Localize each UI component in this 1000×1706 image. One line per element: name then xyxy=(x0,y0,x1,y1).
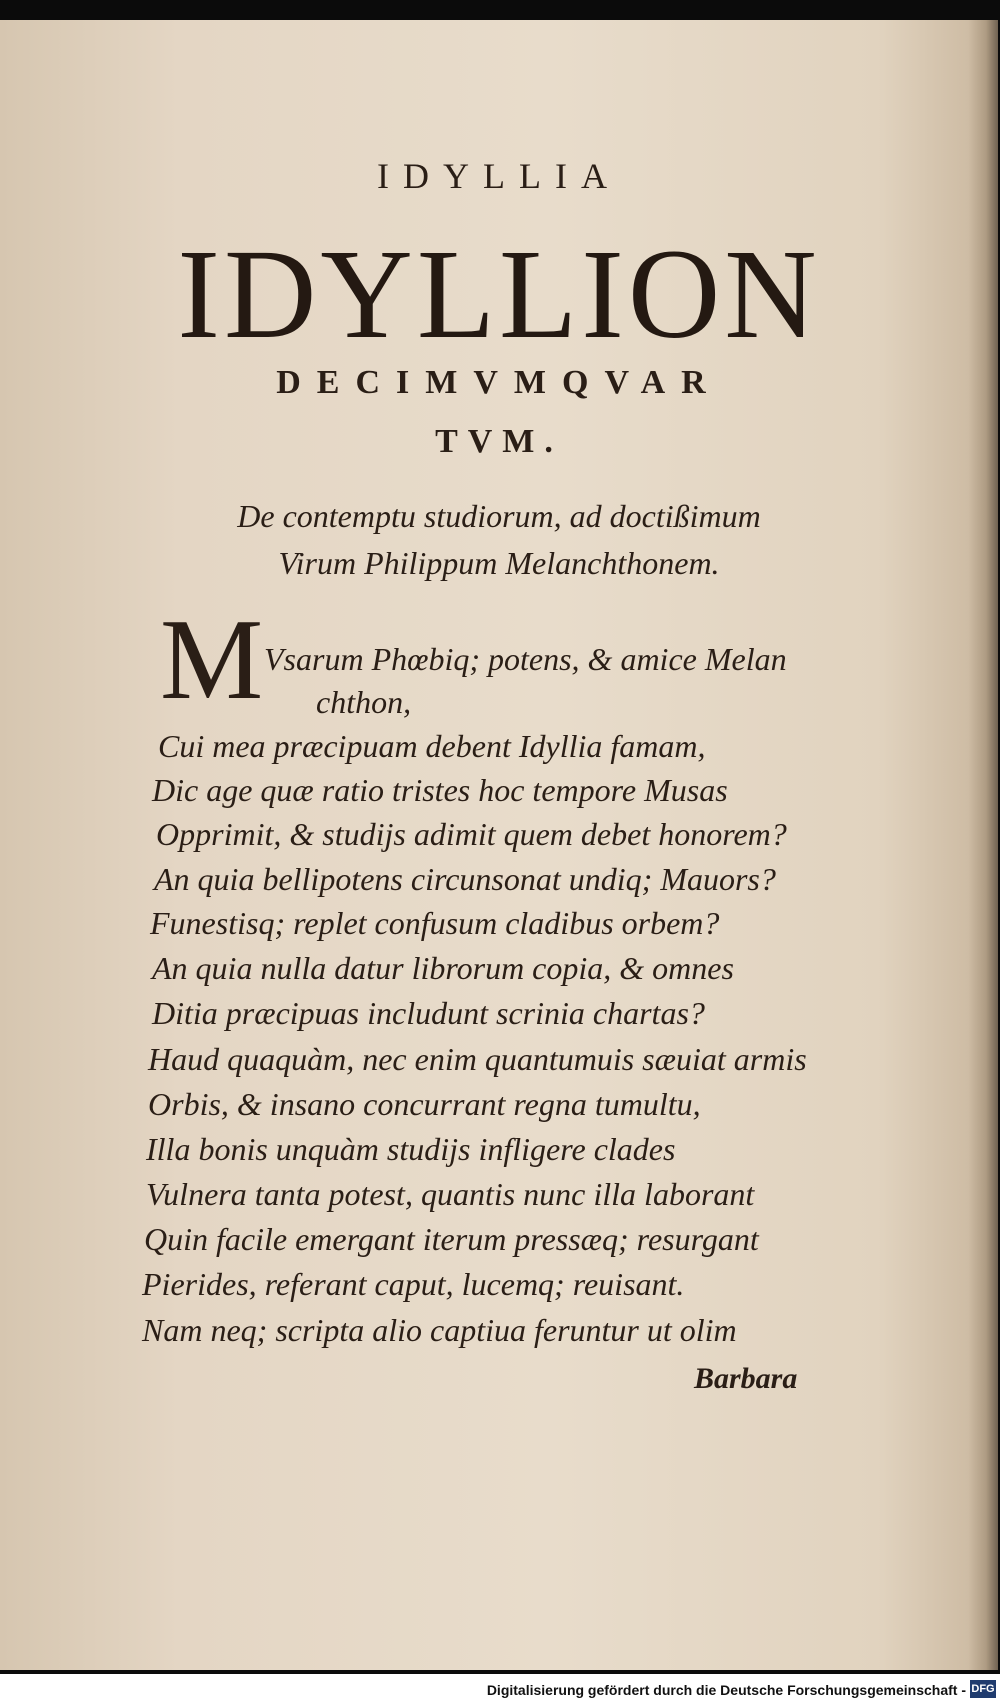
verse-line: Pierides, referant caput, lucemq; reuisant. xyxy=(142,1266,685,1302)
book-page xyxy=(0,20,998,1670)
verse-line: Funestisq; replet confusum cladibus orbem? xyxy=(150,905,720,941)
digitization-footer xyxy=(0,1674,1000,1706)
verse-line: Orbis, & insano concurrant regna tumultu, xyxy=(148,1086,701,1122)
running-head: IDYLLIA xyxy=(377,156,621,196)
subtitle-line-1: DECIMVMQVAR xyxy=(276,364,722,401)
verse-line: Haud quaquàm, nec enim quantumuis sæuiat armis xyxy=(148,1041,807,1077)
verse-line: An quia nulla datur librorum copia, & omnes xyxy=(152,950,734,986)
page-title: IDYLLION xyxy=(177,223,821,365)
verse-line: Vulnera tanta potest, quantis nunc illa laborant xyxy=(146,1176,755,1212)
drop-cap: M xyxy=(160,596,264,724)
verse-line: Dic age quæ ratio tristes hoc tempore Musas xyxy=(152,772,728,808)
verse-line: An quia bellipotens circunsonat undiq; Mauors? xyxy=(154,861,776,897)
verse-line: Ditia præcipuas includunt scrinia chartas? xyxy=(152,995,705,1031)
dfg-logo-icon: DFG xyxy=(970,1680,996,1698)
verse-line: Quin facile emergant iterum pressæq; resurgant xyxy=(144,1221,759,1257)
catchword: Barbara xyxy=(694,1362,798,1395)
subtitle-line-2: TVM. xyxy=(435,423,563,460)
dedication-line-2: Virum Philippum Melanchthonem. xyxy=(278,545,720,581)
funding-credit: Digitalisierung gefördert durch die Deutsche Forschungsgemeinschaft - xyxy=(486,1682,966,1698)
verse-line: Nam neq; scripta alio captiua feruntur ut olim xyxy=(142,1312,737,1348)
verse-line: Cui mea præcipuam debent Idyllia famam, xyxy=(158,728,706,764)
dedication-line-1: De contemptu studiorum, ad doctißimum xyxy=(237,498,761,534)
verse-line: Vsarum Phœbiq; potens, & amice Melan xyxy=(264,641,787,677)
verse-line: chthon, xyxy=(316,684,412,720)
verse-line: Illa bonis unquàm studijs infligere clades xyxy=(146,1131,676,1167)
verse-line: Opprimit, & studijs adimit quem debet honorem? xyxy=(156,816,787,852)
